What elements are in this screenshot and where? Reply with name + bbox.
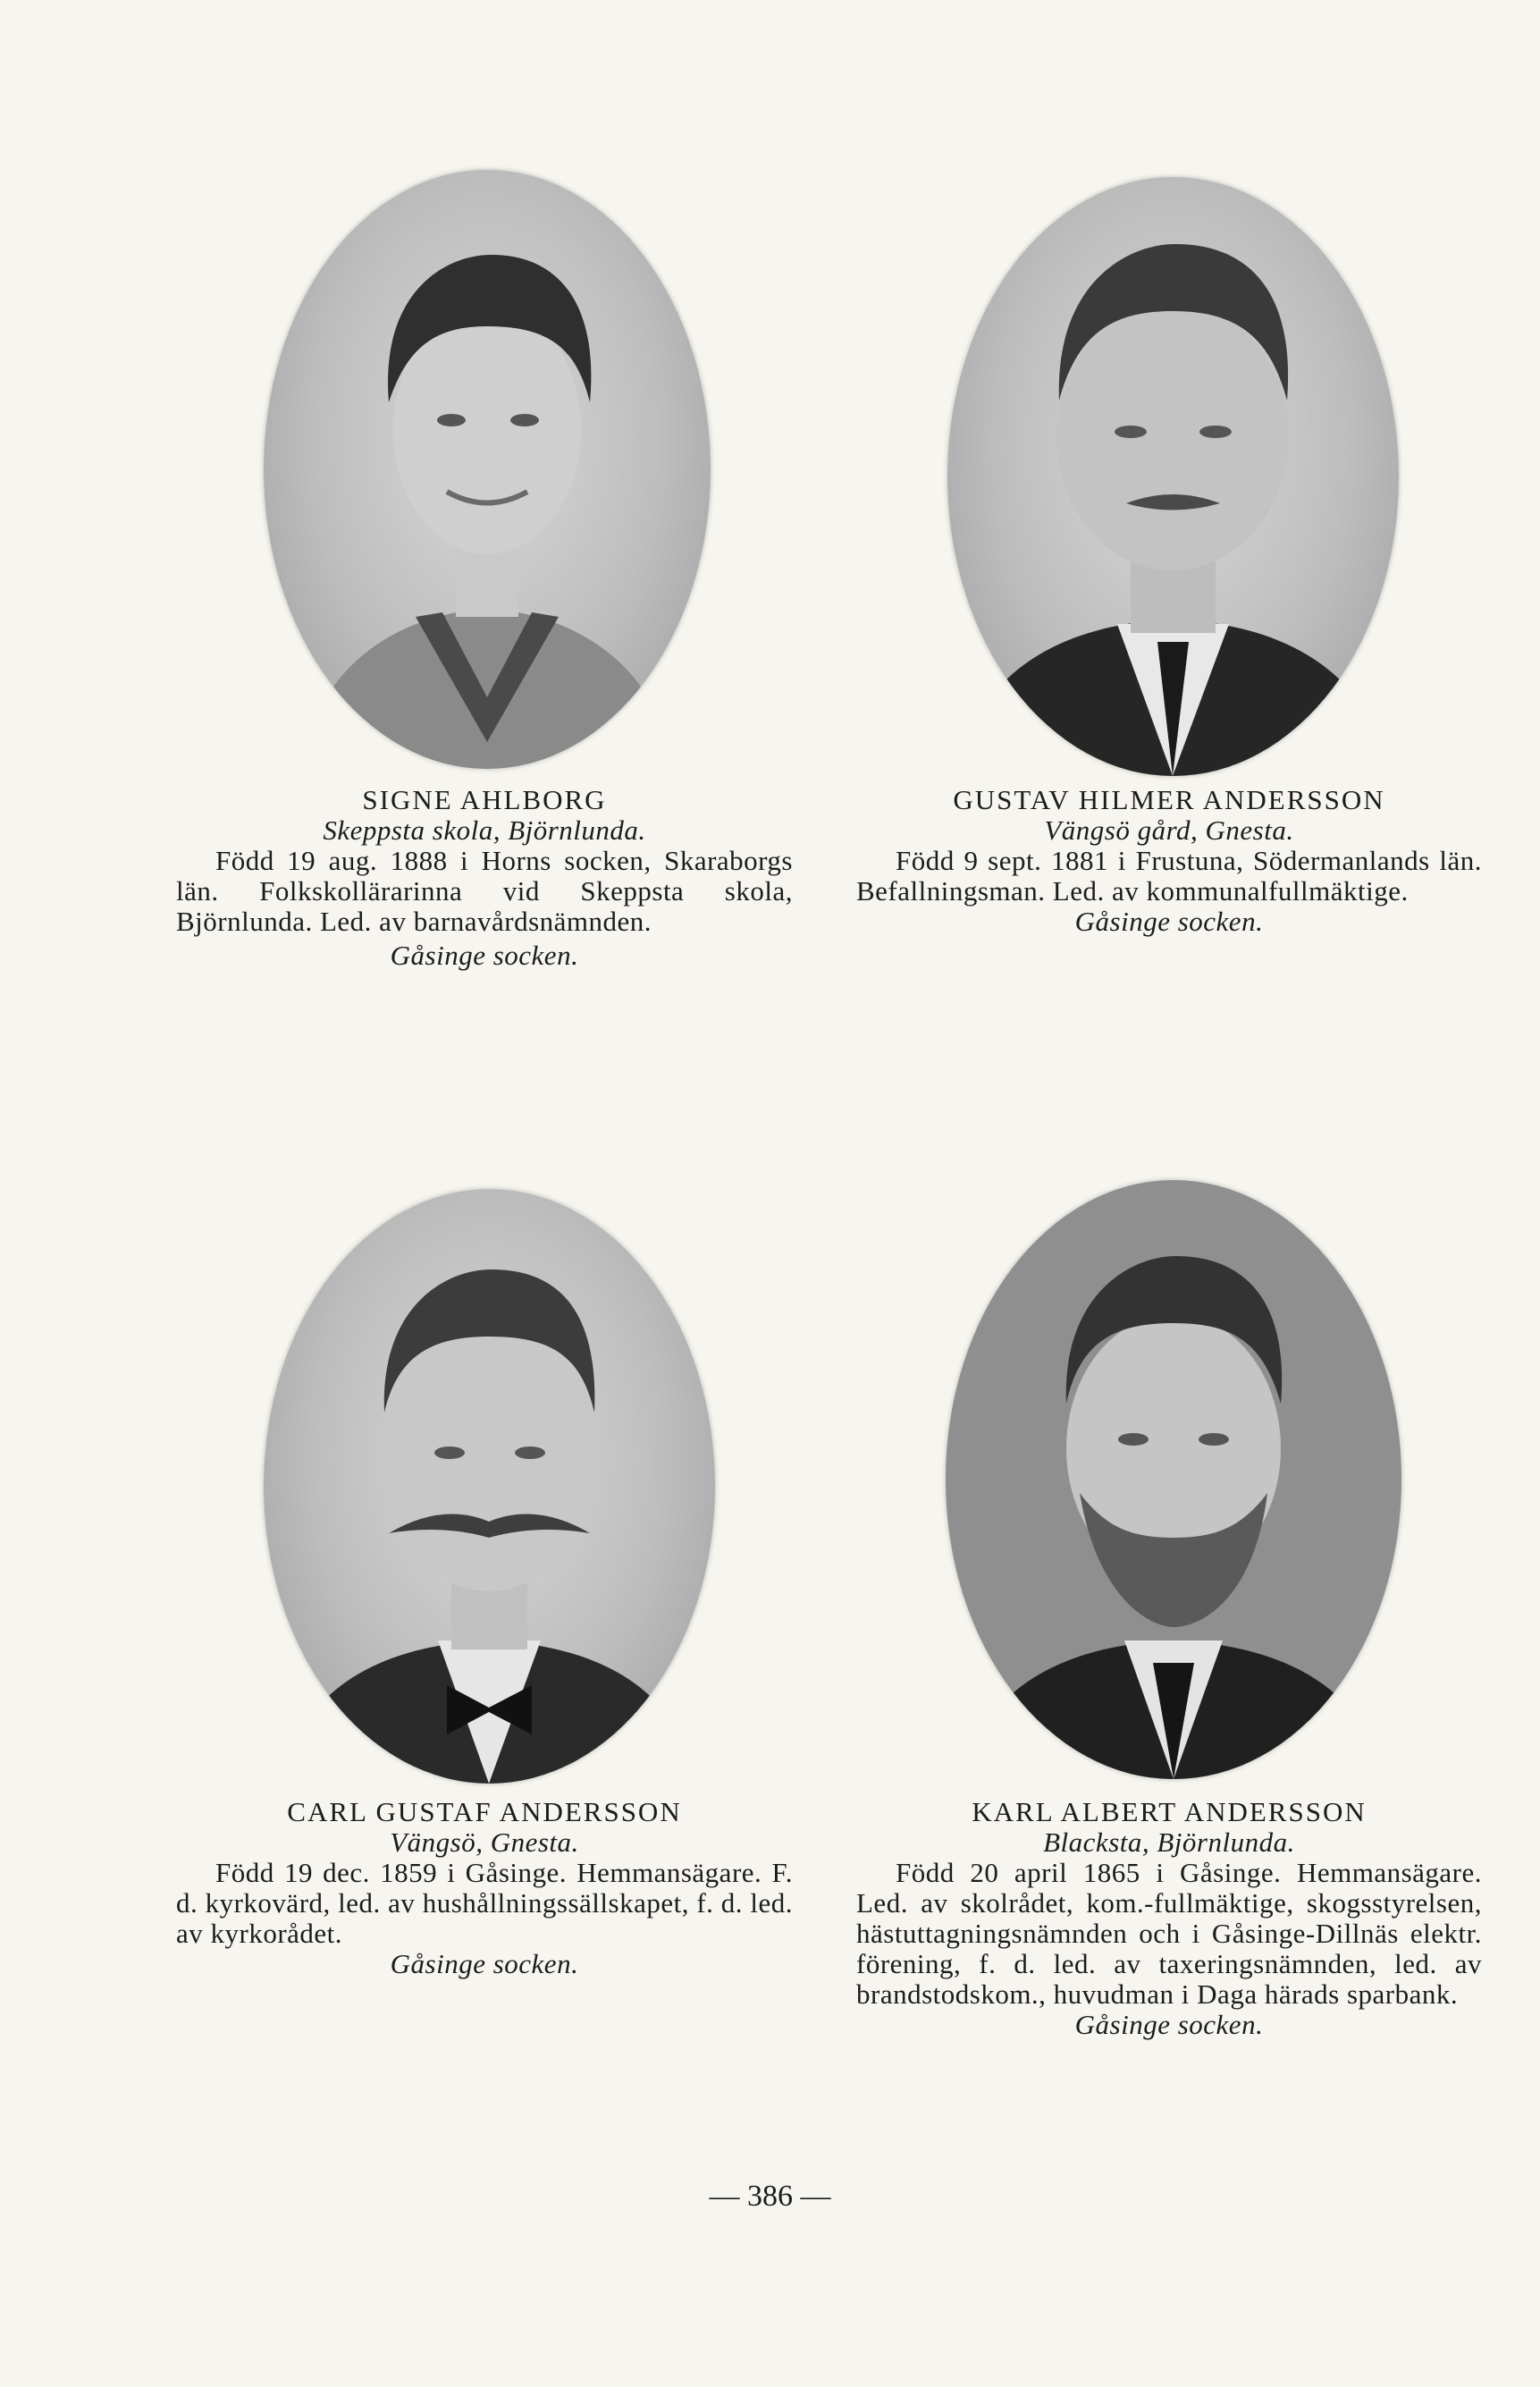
page-number: — 386 —: [709, 2180, 831, 2213]
portrait-karl-albert-andersson: [946, 1180, 1401, 1779]
person-name: KARL ALBERT ANDERSSON: [972, 1796, 1367, 1827]
bio-carl-gustaf-andersson: [176, 1797, 793, 1979]
person-address: Skeppsta skola, Björnlunda.: [323, 814, 646, 846]
bio-gustav-hilmer-andersson: [856, 785, 1482, 937]
person-biography: Född 19 dec. 1859 i Gåsinge. Hemmansägare. F. d. kyrkovärd, led. av hushållningssällskapet, f. d. led. av kyrkorådet.: [176, 1857, 793, 1949]
person-biography: Född 19 aug. 1888 i Horns socken, Skaraborgs län. Folkskollärarinna vid Skeppsta skola, Björnlunda. Led. av barnavårdsnämnden.: [176, 845, 793, 937]
parish-label: Gåsinge socken.: [390, 940, 579, 971]
person-name: CARL GUSTAF ANDERSSON: [287, 1796, 682, 1827]
person-address: Blacksta, Björnlunda.: [1043, 1826, 1295, 1858]
portrait-gustav-hilmer-andersson: [947, 177, 1399, 776]
bio-signe-ahlborg: [176, 785, 793, 971]
parish-label: Gåsinge socken.: [1074, 906, 1264, 937]
portrait-carl-gustaf-andersson: [264, 1189, 715, 1784]
parish-label: Gåsinge socken.: [1074, 2009, 1264, 2040]
portrait-signe-ahlborg: [264, 170, 711, 769]
person-name: GUSTAV HILMER ANDERSSON: [953, 784, 1385, 815]
bio-karl-albert-andersson: [856, 1797, 1482, 2040]
person-biography: Född 9 sept. 1881 i Frustuna, Södermanlands län. Befallningsman. Led. av kommunalfullmäktige.: [856, 845, 1482, 907]
person-name: SIGNE AHLBORG: [362, 784, 607, 815]
person-address: Vängsö gård, Gnesta.: [1044, 814, 1294, 846]
parish-label: Gåsinge socken.: [390, 1948, 579, 1979]
person-biography: Född 20 april 1865 i Gåsinge. Hemmansägare. Led. av skolrådet, kom.-fullmäktige, skogsstyrelsen, hästuttagningsnämnden och i Gåsinge-Dillnäs elektr. förening, f. d. led. av taxeringsnämnden, led. av brandstodskom., huvudman i Daga härads sparbank.: [856, 1857, 1482, 2010]
person-address: Vängsö, Gnesta.: [390, 1826, 579, 1858]
